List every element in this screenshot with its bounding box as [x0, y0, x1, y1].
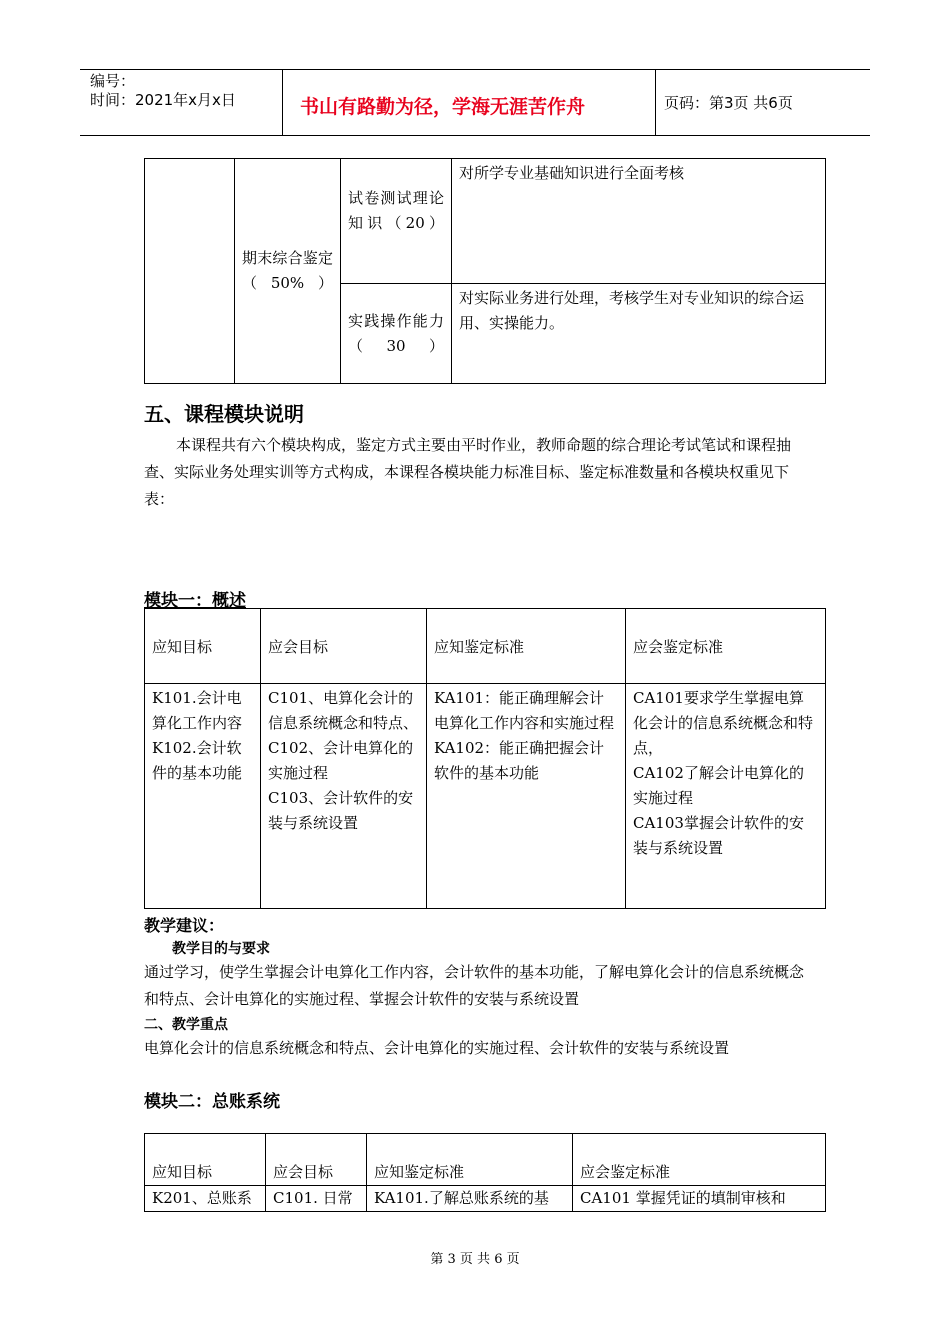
- table-cell: K101.会计电算化工作内容 K102.会计软件的基本功能: [145, 684, 261, 909]
- header-divider-right: [655, 69, 656, 135]
- section-paragraph: 本课程共有六个模块构成，鉴定方式主要由平时作业，教师命题的综合理论考试笔试和课程抽查、实际业务处理实训等方式构成，本课程各模块能力标准目标、鉴定标准数量和各模块权重见下表：: [144, 436, 792, 508]
- table-header-cell: 应知目标: [145, 1134, 266, 1186]
- eval-blank-cell: [145, 159, 235, 384]
- key-text: 电算化会计的信息系统概念和特点、会计电算化的实施过程、会计软件的安装与系统设置: [144, 1039, 730, 1057]
- table-header-cell: 应会目标: [266, 1134, 367, 1186]
- table-cell: KA101.了解总账系统的基: [367, 1186, 573, 1212]
- table-header-cell: 应知鉴定标准: [427, 609, 626, 684]
- section-title: 五、课程模块说明: [144, 402, 304, 426]
- header-number: 编号：: [90, 72, 136, 90]
- module1-table: [144, 608, 826, 909]
- key-title: 二、教学重点: [144, 1017, 228, 1033]
- header-motto: 书山有路勤为径，学海无涯苦作舟: [300, 96, 586, 118]
- evaluation-table: [144, 158, 826, 384]
- table-cell: K201、总账系: [145, 1186, 266, 1212]
- eval-desc: 对实际业务进行处理，考核学生对专业知识的综合运用、实操能力。: [452, 284, 826, 384]
- table-header-cell: 应知目标: [145, 609, 261, 684]
- header-page-number: 页码：第3页 共6页: [664, 94, 793, 112]
- table-cell: KA101：能正确理解会计电算化工作内容和实施过程 KA102：能正确把握会计软件的基本功能: [427, 684, 626, 909]
- header-time: 时间：2021年x月x日: [90, 91, 236, 109]
- table-header-cell: 应知鉴定标准: [367, 1134, 573, 1186]
- eval-category: 期末综合鉴定（50%）: [235, 159, 341, 384]
- table-header-cell: 应会鉴定标准: [626, 609, 826, 684]
- eval-item: 实践操作能力（30）: [341, 284, 452, 384]
- table-cell: CA101 掌握凭证的填制审核和: [573, 1186, 826, 1212]
- goal-text: 通过学习，使学生掌握会计电算化工作内容，会计软件的基本功能，了解电算化会计的信息系统概念和特点、会计电算化的实施过程、掌握会计软件的安装与系统设置: [144, 963, 805, 1008]
- eval-desc: 对所学专业基础知识进行全面考核: [452, 159, 826, 284]
- page-footer: 第 3 页 共 6 页: [430, 1252, 520, 1267]
- header-bottom-rule: [80, 135, 870, 136]
- header-divider-left: [282, 69, 283, 135]
- module2-table: [144, 1133, 826, 1212]
- table-header-cell: 应会鉴定标准: [573, 1134, 826, 1186]
- table-cell: C101. 日常: [266, 1186, 367, 1212]
- eval-item: 试卷测试理论知识（20）: [341, 159, 452, 284]
- module-title: 模块一：概述: [144, 591, 246, 611]
- header-top-rule: [80, 69, 870, 70]
- goal-title: 教学目的与要求: [172, 941, 270, 957]
- module-title: 模块二：总账系统: [144, 1092, 280, 1112]
- table-cell: C101、电算化会计的信息系统概念和特点、 C102、会计电算化的实施过程 C103、会计软件的安装与系统设置: [261, 684, 427, 909]
- table-cell: CA101要求学生掌握电算化会计的信息系统概念和特点， CA102了解会计电算化的实施过程 CA103掌握会计软件的安装与系统设置: [626, 684, 826, 909]
- table-header-cell: 应会目标: [261, 609, 427, 684]
- advice-title: 教学建议：: [144, 916, 225, 935]
